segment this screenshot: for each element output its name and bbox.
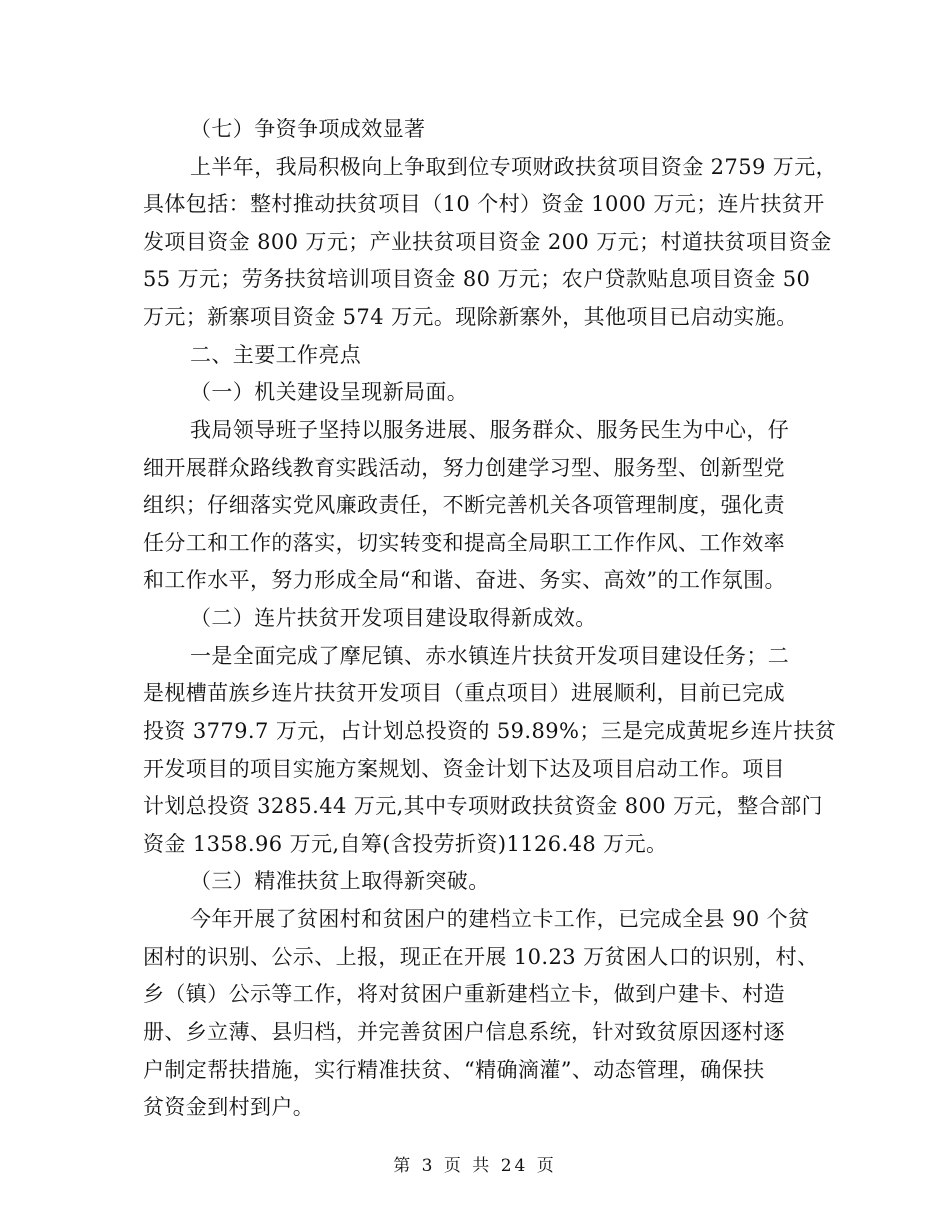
- paragraph-line: 开发项目的项目实施方案规划、资金计划下达及项目启动工作。项目: [143, 757, 785, 781]
- paragraph-line: 投资 3779.7 万元，占计划总投资的 59.89%；三是完成黄坭乡连片扶贫: [143, 719, 837, 743]
- paragraph-line: 今年开展了贫困村和贫困户的建档立卡工作，已完成全县 90 个贫: [190, 907, 810, 931]
- paragraph-line: 乡（镇）公示等工作，将对贫困户重新建档立卡，做到户建卡、村造: [143, 982, 785, 1006]
- section-heading-2: 二、主要工作亮点: [190, 343, 362, 367]
- paragraph-line: 组织；仔细落实党风廉政责任，不断完善机关各项管理制度，强化责: [143, 493, 785, 517]
- paragraph-line: 发项目资金 800 万元；产业扶贫项目资金 200 万元；村道扶贫项目资金: [143, 230, 832, 254]
- subsection-heading-3: （三）精准扶贫上取得新突破。: [190, 869, 490, 893]
- paragraph-line: 任分工和工作的落实，切实转变和提高全局职工工作作风、工作效率: [143, 531, 785, 555]
- paragraph-line: 是枧槽苗族乡连片扶贫开发项目（重点项目）进展顺利，目前已完成: [143, 681, 785, 705]
- paragraph-line: 我局领导班子坚持以服务进展、服务群众、服务民生为中心，仔: [190, 418, 790, 442]
- subsection-heading-2: （二）连片扶贫开发项目建设取得新成效。: [190, 606, 597, 630]
- paragraph-line: 困村的识别、公示、上报，现正在开展 10.23 万贫困人口的识别，村、: [143, 945, 819, 969]
- section-heading-7: （七）争资争项成效显著: [190, 117, 426, 141]
- paragraph-line: 细开展群众路线教育实践活动，努力创建学习型、服务型、创新型党: [143, 456, 785, 480]
- paragraph-line: 资金 1358.96 万元,自筹(含投劳折资)1126.48 万元。: [143, 832, 668, 856]
- paragraph-line: 上半年，我局积极向上争取到位专项财政扶贫项目资金 2759 万元，: [190, 155, 837, 179]
- paragraph-line: 贫资金到村到户。: [143, 1095, 315, 1119]
- paragraph-line: 一是全面完成了摩尼镇、赤水镇连片扶贫开发项目建设任务；二: [190, 644, 790, 668]
- paragraph-line: 计划总投资 3285.44 万元,其中专项财政扶贫资金 800 万元，整合部门: [143, 794, 823, 818]
- paragraph-line: 册、乡立薄、县归档，并完善贫困户信息系统，针对致贫原因逐村逐: [143, 1020, 785, 1044]
- paragraph-line: 和工作水平，努力形成全局“和谐、奋进、务实、高效”的工作氛围。: [143, 568, 786, 592]
- paragraph-line: 万元；新寨项目资金 574 万元。现除新寨外，其他项目已启动实施。: [143, 305, 798, 329]
- page-number-footer: 第 3 页 共 24 页: [393, 1156, 557, 1176]
- paragraph-line: 户制定帮扶措施，实行精准扶贫、“精确滴灌”、动态管理，确保扶: [143, 1058, 765, 1082]
- subsection-heading-1: （一）机关建设呈现新局面。: [190, 380, 469, 404]
- paragraph-line: 55 万元；劳务扶贫培训项目资金 80 万元；农户贷款贴息项目资金 50: [143, 267, 811, 291]
- paragraph-line: 具体包括：整村推动扶贫项目（10 个村）资金 1000 万元；连片扶贫开: [143, 192, 825, 216]
